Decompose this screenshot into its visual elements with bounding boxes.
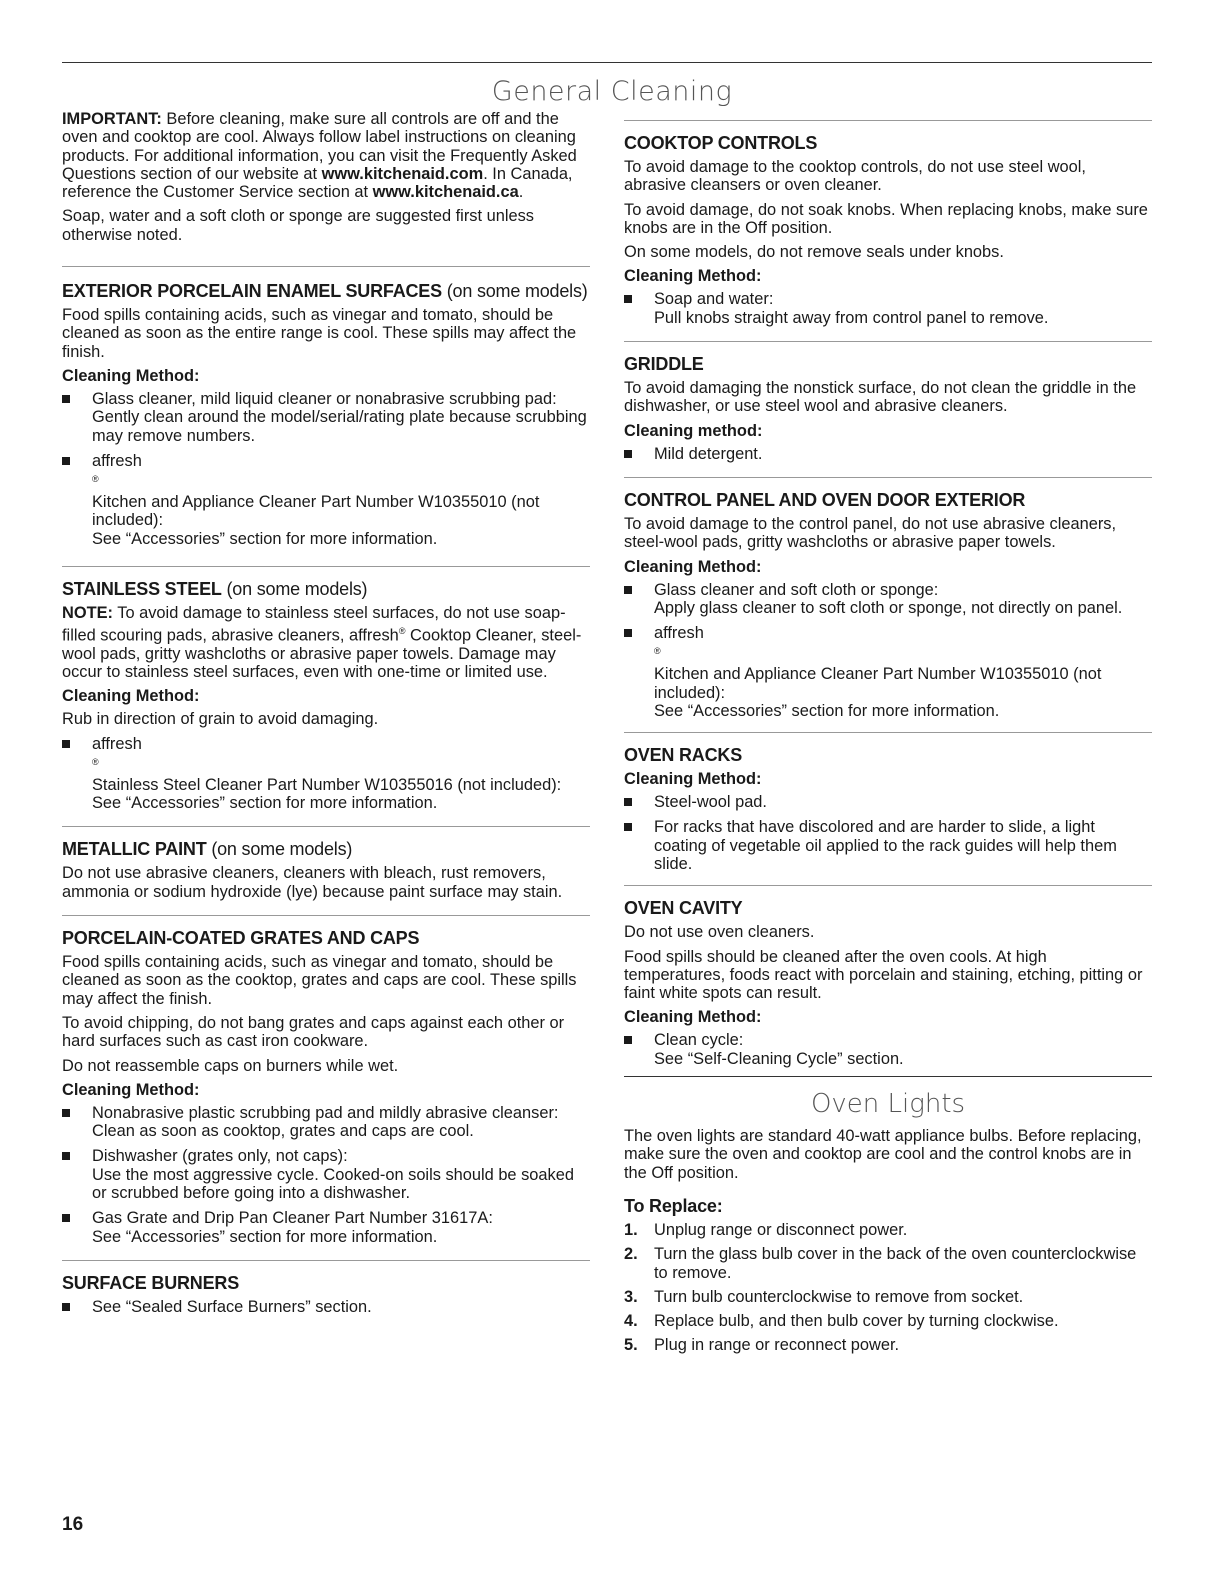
list-item: affresh ® Kitchen and Appliance Cleaner Part Number W10355010 (not included): See “Accessories” section for more information. [62, 452, 590, 548]
right-column [624, 108, 1152, 1361]
cavity-method-label: Cleaning Method: [624, 1008, 762, 1027]
racks-bullets [624, 793, 1152, 873]
grates-text-2: To avoid chipping, do not bang grates and caps against each other or hard surfaces such as cast iron cookware. [62, 1013, 565, 1051]
exterior-section [62, 266, 590, 548]
cooktop-text-1: To avoid damage to the cooktop controls, do not use steel wool, abrasive cleansers or oven cleaner. [624, 158, 1086, 195]
list-item: affresh ® Kitchen and Appliance Cleaner Part Number W10355010 (not included): See “Accessories” section for more information. [624, 624, 1152, 720]
exterior-bullets [62, 390, 590, 548]
cooktop-heading: COOKTOP CONTROLS [624, 133, 818, 153]
list-item: Soap and water: Pull knobs straight away from control panel to remove. [624, 290, 1152, 327]
cooktop-section [624, 120, 1152, 327]
grates-method-label: Cleaning Method: [62, 1080, 200, 1099]
top-rule [62, 62, 1152, 63]
lights-title: Oven Lights [810, 1089, 966, 1120]
list-item: For racks that have discolored and are harder to slide, a light coating of vegetable oil applied to the rack guides will help them slide. [624, 818, 1152, 873]
lights-text: The oven lights are standard 40-watt appliance bulbs. Before replacing, make sure the oven and cooktop are cool and the control knobs are in the Off position. [624, 1127, 1142, 1182]
racks-section [624, 732, 1152, 873]
step-item: 5. Plug in range or reconnect power. [624, 1336, 900, 1355]
cooktop-method-label: Cleaning Method: [624, 267, 762, 286]
list-item: Nonabrasive plastic scrubbing pad and mildly abrasive cleanser: Clean as soon as cooktop, grates and caps are cool. [62, 1104, 590, 1141]
important-paragraph: IMPORTANT: Before cleaning, make sure all controls are off and the oven and cooktop are cool. Always follow label instructions on cleaning products. For additional information, you can visit the Frequently Asked Questions section of our website at www.kitchenaid.com. In Canada, reference the Customer Service section at www.kitchenaid.ca. [62, 110, 577, 202]
burners-heading: SURFACE BURNERS [62, 1272, 240, 1293]
exterior-method-label: Cleaning Method: [62, 366, 200, 385]
lights-rule [624, 1076, 1152, 1077]
list-item: Glass cleaner and soft cloth or sponge: Apply glass cleaner to soft cloth or sponge, not directly on panel. [624, 581, 1152, 618]
list-item: Clean cycle: See “Self-Cleaning Cycle” section. [624, 1031, 1152, 1068]
griddle-section [624, 341, 1152, 463]
left-column [62, 110, 590, 1323]
intro-section [62, 110, 590, 244]
burners-section [62, 1260, 590, 1316]
list-item: affresh ® Stainless Steel Cleaner Part Number W10355016 (not included): See “Accessories” section for more information. [62, 735, 590, 813]
stainless-method-label: Cleaning Method: [62, 687, 200, 706]
metallic-section [62, 826, 590, 901]
cavity-section [624, 885, 1152, 1068]
griddle-text: To avoid damaging the nonstick surface, do not clean the griddle in the dishwasher, or use steel wool and abrasive cleaners. [624, 379, 1137, 416]
cooktop-bullets [624, 290, 1152, 327]
stainless-section [62, 566, 590, 813]
replace-steps [624, 1221, 1152, 1355]
cavity-heading: OVEN CAVITY [624, 898, 743, 919]
panel-bullets [624, 581, 1152, 721]
list-item: Gas Grate and Drip Pan Cleaner Part Number 31617A: See “Accessories” section for more information. [62, 1209, 590, 1246]
grates-section [62, 915, 590, 1246]
griddle-bullets [624, 445, 1152, 463]
exterior-text: Food spills containing acids, such as vinegar and tomato, should be cleaned as soon as the entire range is cool. These spills may affect the finish. [62, 306, 577, 361]
racks-heading: OVEN RACKS [624, 745, 743, 766]
page-number: 16 [62, 1514, 84, 1535]
step-item: 1. Unplug range or disconnect power. [624, 1220, 908, 1239]
step-item: 3. Turn bulb counterclockwise to remove from socket. [624, 1287, 1024, 1306]
stainless-note: NOTE: To avoid damage to stainless steel surfaces, do not use soap-filled scouring pads, abrasive cleaners, affresh® Cooktop Cleaner, steel-wool pads, gritty washcloths or abrasive paper towels. Damage may occur to stainless steel surfaces, even with one-time or limited use. [62, 603, 582, 682]
list-item: Mild detergent. [624, 445, 1152, 463]
cavity-text-2: Food spills should be cleaned after the oven cools. At high temperatures, foods react with porcelain and staining, etching, pitting or faint white spots can result. [624, 947, 1143, 1003]
cooktop-text-3: On some models, do not remove seals under knobs. [624, 243, 1004, 262]
soap-paragraph: Soap, water and a soft cloth or sponge are suggested first unless otherwise noted. [62, 207, 534, 244]
griddle-heading: GRIDDLE [624, 354, 704, 375]
burners-bullets [62, 1298, 590, 1316]
grates-heading: PORCELAIN-COATED GRATES AND CAPS [62, 928, 420, 949]
cooktop-text-2: To avoid damage, do not soak knobs. When replacing knobs, make sure knobs are in the Off position. [624, 200, 1148, 237]
list-item: Dishwasher (grates only, not caps): Use the most aggressive cycle. Cooked-on soils should be soaked or scrubbed before going into a dishwasher. [62, 1147, 590, 1202]
grates-bullets [62, 1104, 590, 1246]
racks-method-label: Cleaning Method: [624, 770, 762, 789]
step-item: 4. Replace bulb, and then bulb cover by turning clockwise. [624, 1312, 1059, 1331]
list-item: Glass cleaner, mild liquid cleaner or nonabrasive scrubbing pad: Gently clean around the model/serial/rating plate because scrubbing may remove numbers. [62, 390, 590, 445]
website-ca-link[interactable]: www.kitchenaid.ca [372, 183, 519, 202]
grates-text-1: Food spills containing acids, such as vinegar and tomato, should be cleaned as soon as the cooktop, grates and caps are cool. These spills may affect the finish. [62, 953, 577, 1008]
exterior-heading: EXTERIOR PORCELAIN ENAMEL SURFACES (on some models) [62, 281, 588, 302]
metallic-text: Do not use abrasive cleaners, cleaners with bleach, rust removers, ammonia or sodium hydroxide (lye) because paint surface may stain. [62, 864, 563, 901]
stainless-heading: STAINLESS STEEL (on some models) [62, 578, 368, 599]
replace-heading: To Replace: [624, 1195, 723, 1216]
website-us-link[interactable]: www.kitchenaid.com [321, 164, 484, 183]
panel-text: To avoid damage to the control panel, do not use abrasive cleaners, steel-wool pads, gritty washcloths or abrasive paper towels. [624, 514, 1117, 552]
stainless-rub: Rub in direction of grain to avoid damaging. [62, 710, 379, 729]
metallic-heading: METALLIC PAINT (on some models) [62, 839, 353, 860]
grates-text-3: Do not reassemble caps on burners while wet. [62, 1056, 399, 1075]
step-item: 2. Turn the glass bulb cover in the back of the oven counterclockwise to remove. [624, 1245, 1137, 1282]
cavity-text-1: Do not use oven cleaners. [624, 923, 815, 942]
cavity-bullets [624, 1031, 1152, 1068]
panel-heading: CONTROL PANEL AND OVEN DOOR EXTERIOR [624, 489, 1026, 510]
griddle-method-label: Cleaning method: [624, 421, 763, 440]
banner-title: General Cleaning [491, 76, 733, 107]
list-item: See “Sealed Surface Burners” section. [62, 1298, 590, 1316]
stainless-bullets [62, 735, 590, 813]
panel-section [624, 477, 1152, 720]
list-item: Steel-wool pad. [624, 793, 1152, 811]
panel-method-label: Cleaning Method: [624, 557, 762, 576]
